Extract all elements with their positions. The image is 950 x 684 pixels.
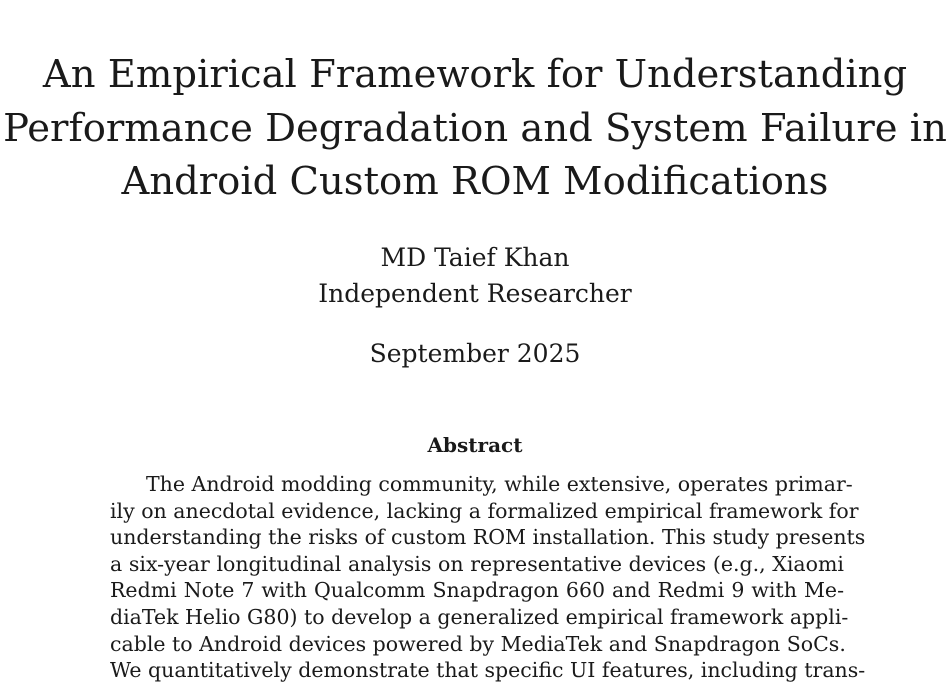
paper-title <box>0 48 950 209</box>
author-affiliation: Independent Researcher <box>318 279 632 308</box>
abstract-line: ily on anecdotal evidence, lacking a formalized empirical framework for <box>110 498 859 523</box>
abstract-body <box>110 471 866 684</box>
abstract-line: understanding the risks of custom ROM installation. This study presents <box>110 525 866 550</box>
abstract-line: a six-year longitudinal analysis on representative devices (e.g., Xiaomi <box>110 551 844 576</box>
abstract-line: Redmi Note 7 with Qualcomm Snapdragon 660 and Redmi 9 with Me- <box>110 578 844 603</box>
author-block <box>0 240 950 312</box>
title-line: Performance Degradation and System Failure in <box>3 105 947 151</box>
abstract-heading: Abstract <box>427 433 523 457</box>
author-name: MD Taief Khan <box>380 243 570 272</box>
abstract-line: diaTek Helio G80) to develop a generalized empirical framework appli- <box>110 604 849 629</box>
abstract-line: We quantitatively demonstrate that specific UI features, including trans- <box>110 658 866 683</box>
paper-date: September 2025 <box>369 339 581 368</box>
title-line: An Empirical Framework for Understanding <box>42 52 908 97</box>
abstract-line: The Android modding community, while extensive, operates primar- <box>146 472 853 496</box>
abstract-line: cable to Android devices powered by MediaTek and Snapdragon SoCs. <box>110 631 846 656</box>
title-line: Android Custom ROM Modifications <box>121 159 829 204</box>
